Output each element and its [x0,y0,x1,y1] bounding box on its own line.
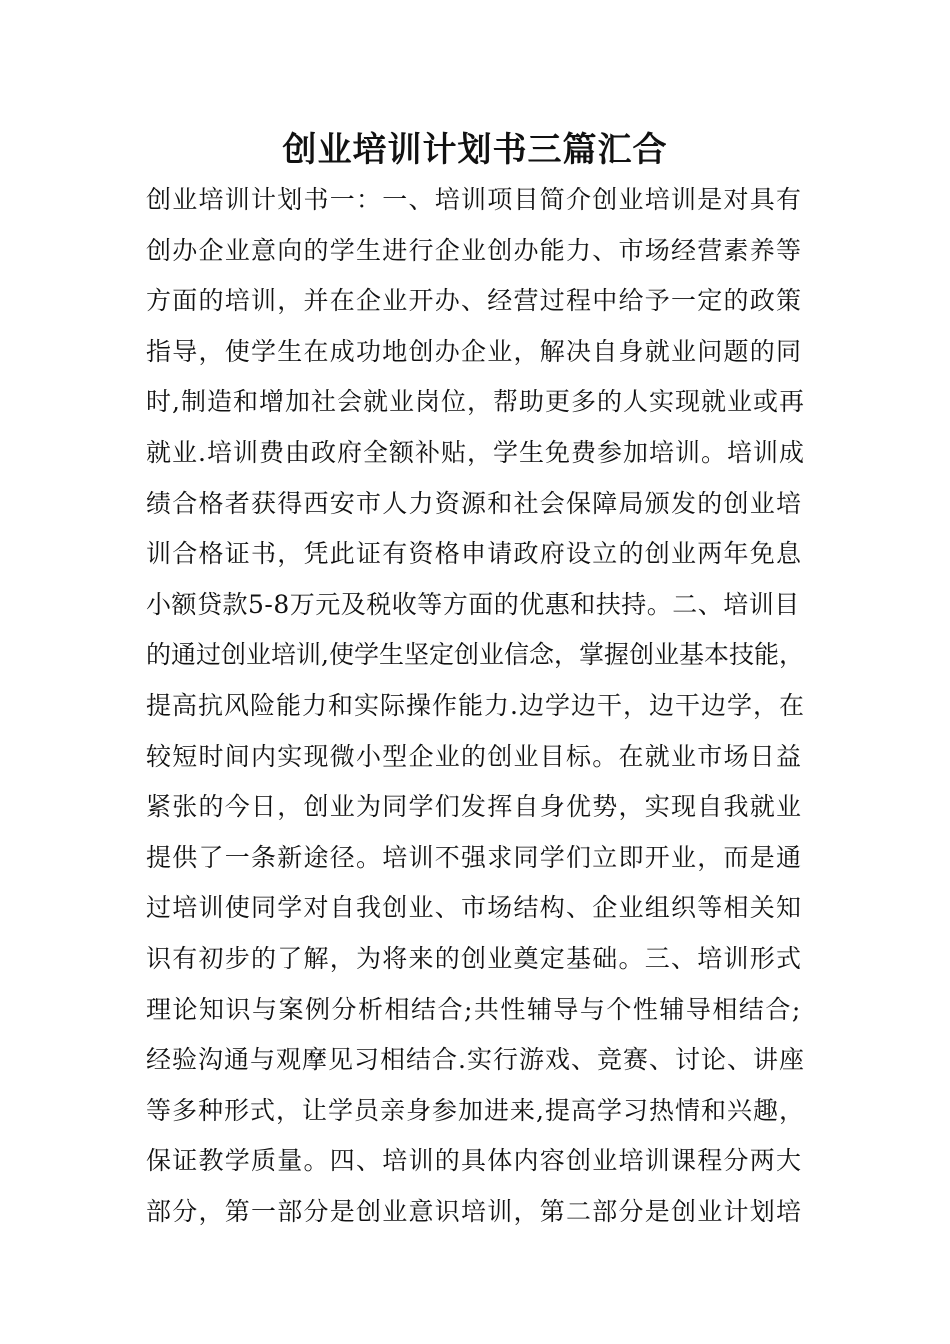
body-line-18: 经验沟通与观摩见习相结合.实行游戏、竞赛、讨论、讲座 [146,1045,805,1075]
body-line-6: 就业.培训费由政府全额补贴，学生免费参加培训。培训成 [146,437,805,467]
body-line-21: 部分，第一部分是创业意识培训，第二部分是创业计划培 [146,1196,803,1226]
body-line-8: 训合格证书，凭此证有资格申请政府设立的创业两年免息 [146,539,803,569]
body-line-19: 等多种形式，让学员亲身参加进来,提高学习热情和兴趣， [146,1095,805,1125]
body-line-1: 创业培训计划书一：一、培训项目简介创业培训是对具有 [146,185,803,214]
body-line-9: 小额贷款5-8万元及税收等方面的优惠和扶持。二、培训目 [146,589,800,619]
body-line-10: 的通过创业培训,使学生坚定创业信念，掌握创业基本技能， [146,640,804,670]
body-line-13: 紧张的今日，创业为同学们发挥自身优势，实现自我就业 [146,792,803,822]
body-line-3: 方面的培训，并在企业开办、经营过程中给予一定的政策 [146,286,803,316]
body-line-7: 绩合格者获得西安市人力资源和社会保障局颁发的创业培 [146,488,803,518]
document-body [146,175,806,1237]
body-line-17: 理论知识与案例分析相结合;共性辅导与个性辅导相结合; [146,994,802,1024]
body-line-20: 保证教学质量。四、培训的具体内容创业培训课程分两大 [146,1146,803,1176]
body-line-4: 指导，使学生在成功地创办企业，解决自身就业问题的同 [146,336,803,366]
body-line-11: 提高抗风险能力和实际操作能力.边学边干，边干边学，在 [146,690,805,720]
body-line-5: 时,制造和增加社会就业岗位，帮助更多的人实现就业或再 [146,387,805,417]
document-title: 创业培训计划书三篇汇合 [282,130,668,170]
body-line-15: 过培训使同学对自我创业、市场结构、企业组织等相关知 [146,893,803,923]
body-line-14: 提供了一条新途径。培训不强求同学们立即开业，而是通 [146,842,803,872]
body-line-12: 较短时间内实现微小型企业的创业目标。在就业市场日益 [146,741,803,771]
body-line-16: 识有初步的了解，为将来的创业奠定基础。三、培训形式 [146,943,803,973]
body-line-2: 创办企业意向的学生进行企业创办能力、市场经营素养等 [146,235,803,265]
